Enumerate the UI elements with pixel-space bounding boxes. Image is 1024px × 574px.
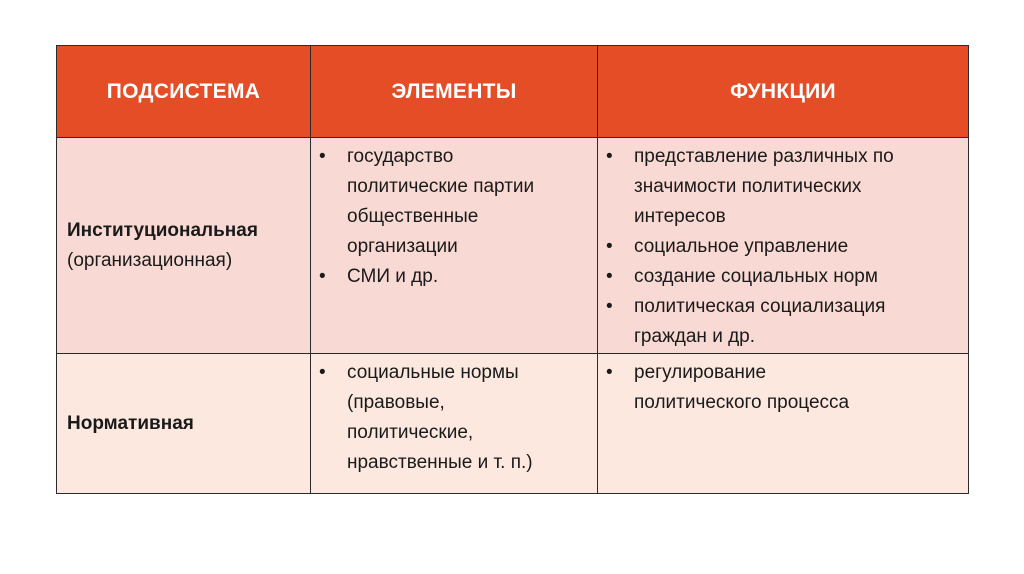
functions-list (598, 354, 968, 418)
list-item: • социальные нормы (правовые, политические, нравственные и т. п.) (347, 358, 591, 478)
functions-cell (598, 138, 969, 354)
list-item: • регулирование политического процесса (634, 358, 962, 418)
header-functions: ФУНКЦИИ (598, 46, 969, 138)
subsystem-subname: (организационная) (67, 249, 233, 271)
subsystems-table (56, 45, 969, 494)
header-elements: ЭЛЕМЕНТЫ (311, 46, 598, 138)
functions-list (598, 138, 968, 352)
table-header-row (57, 46, 969, 138)
list-item: • создание социальных норм (634, 262, 962, 292)
list-item: • социальное управление (634, 232, 962, 262)
elements-list (311, 354, 597, 478)
elements-list (311, 138, 597, 292)
table-row (57, 138, 969, 354)
list-item: • представление различных по значимости политических интересов (634, 142, 962, 232)
list-item: • СМИ и др. (347, 262, 591, 292)
functions-cell (598, 354, 969, 494)
subsystem-name-cell (57, 354, 311, 494)
header-subsystem: ПОДСИСТЕМА (57, 46, 311, 138)
elements-cell (311, 354, 598, 494)
subsystem-name-cell (57, 138, 311, 354)
subsystem-name: Институциональная (67, 219, 258, 241)
table-row (57, 354, 969, 494)
elements-cell (311, 138, 598, 354)
subsystem-name: Нормативная (67, 412, 194, 434)
list-item: • политическая социализация граждан и др. (634, 292, 962, 352)
list-item: • государство политические партии общественные организации (347, 142, 591, 262)
